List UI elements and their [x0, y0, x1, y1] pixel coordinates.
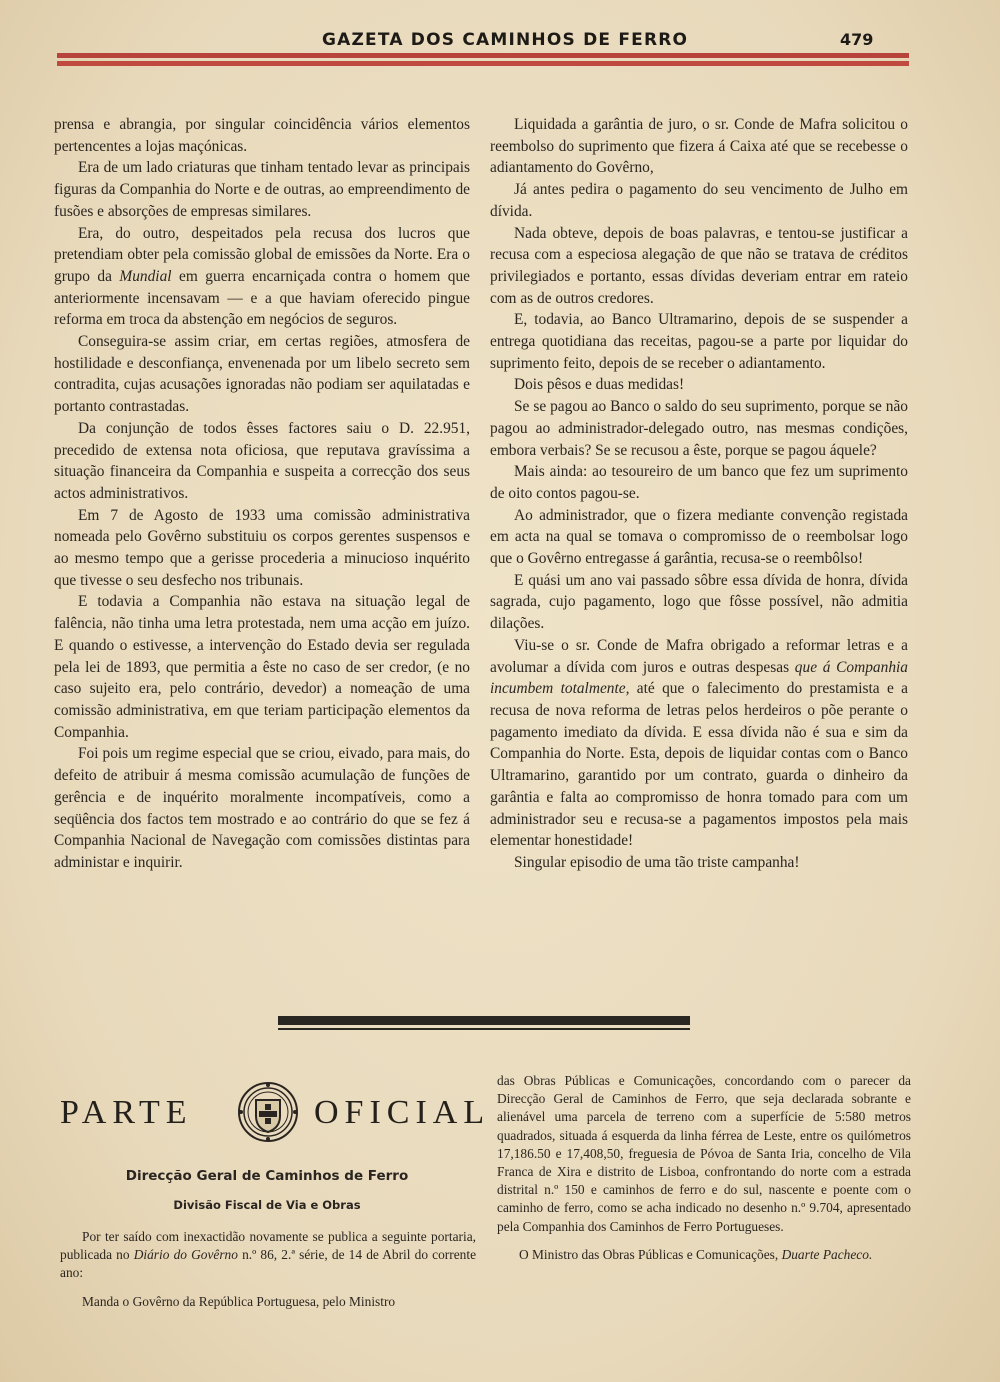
- paragraph: Manda o Govêrno da República Portuguesa, pelo Ministro: [82, 1293, 396, 1309]
- paragraph: Se se pagou ao Banco o saldo do seu suprimento, porque se não pagou ao administrador-delegado outro, nas mesmas condições, embora verbais? Se se recusou a êste, porque se pagou áquele?: [490, 398, 908, 459]
- paragraph: Conseguira-se assim criar, em certas regiões, atmosfera de hostilidade e desconfiança, envenenada por um libelo secreto sem contradita, cujas acusações ignoradas não podiam ser aquilatadas e portanto contrastadas.: [54, 333, 470, 416]
- official-left-column: [60, 1228, 476, 1311]
- paragraph: E todavia a Companhia não estava na situação legal de falência, não tinha uma letra protestada, nem uma acção em juízo. E quando o estivesse, a intervenção do Estado devia ser regulada pela lei de 1893, que permitia a êste no caso de ser credor, (e no caso sujeito era, pelo contrário, devedor) a nomeação de uma comissão administrativa, em que teriam participação elementos da Companhia.: [54, 593, 470, 741]
- paragraph: Liquidada a garântia de juro, o sr. Conde de Mafra solicitou o reembolso do suprimento que fizera á Caixa até que se recebesse o adiantamento do Govêrno,: [490, 116, 908, 177]
- section-divider-thin: [278, 1028, 690, 1030]
- paragraph: Foi pois um regime especial que se criou, eivado, para mais, do defeito de atribuir á mesma comissão acumulação de funções de gerência e de inquérito moralmente incompatíveis, como a seqüência dos factos tem mostrado e ao contrário do que se fez á Companhia Nacional de Navegação com comissões distintas para administar e inquirir.: [54, 745, 470, 871]
- left-article-column: [54, 114, 470, 874]
- paragraph: Era de um lado criaturas que tinham tentado levar as principais figuras da Companhia do Norte e de outras, ao empreendimento de fusões e absorções de empresas similares.: [54, 159, 470, 220]
- paragraph: Mais ainda: ao tesoureiro de um banco que fez um suprimento de oito contos pagou-se.: [490, 463, 908, 502]
- paragraph: Nada obteve, depois de boas palavras, e tentou-se justificar a recusa com a especiosa alegação de que não se tratava de créditos privilegiados e portanto, essas dívidas deveriam entrar em rateio com as de outros credores.: [490, 224, 908, 307]
- paragraph: Viu-se o sr. Conde de Mafra obrigado a reformar letras e a avolumar a dívida com juros e outras despesas que á Companhia incumbem totalmente, até que o falecimento do prestamista e a recusa de nova reforma de letras pelos herdeiros o põe perante o pagamento imediato da dívida. E essa dívida não é sua e sim da Companhia do Norte. Esta, depois de liquidar contas com o Banco Ultramarino, garantido por um contrato, guarda o dinheiro da garântia e falta ao compromisso de honra tomado para com um administrador seu e recusa-se a pagamentos impostos pela mais elementar honestidade!: [490, 636, 908, 850]
- right-article-column: [490, 114, 908, 874]
- section-divider: [278, 1016, 690, 1025]
- subsection-title: Divisão Fiscal de Via e Obras: [173, 1198, 361, 1212]
- heading-word-oficial: OFICIAL: [314, 1094, 491, 1131]
- portuguese-coat-of-arms-icon: [236, 1080, 300, 1144]
- official-right-column: [497, 1072, 911, 1264]
- paragraph: E quási um ano vai passado sôbre essa dívida de honra, dívida sagrada, cujo pagamento, logo que fôsse possível, não admitia dilações.: [490, 571, 908, 633]
- paragraph: das Obras Públicas e Comunicações, concordando com o parecer da Direcção Geral de Caminhos de Ferro, que seja declarada sobrante e alienável uma parcela de terreno com a superfície de 5:580 metros quadrados, situada á esquerda da linha férrea de Leste, entre os quilómetros 17,186.50 e 17,408,50, freguesia de Póvoa de Santa Iria, concelho de Vila Franca de Xira e distrito de Lisboa, confrontando do norte com a estrada distrital n.º 150 e caminhos de ferro e do sul, nascente e poente com o caminho de ferro, como se acha indicado no desenho n.º 9.704, apresentado pela Companhia dos Caminhos de Ferro Portugueses.: [497, 1073, 911, 1234]
- paragraph: Por ter saído com inexactidão novamente se publica a seguinte portaria, publicada no Diário do Govêrno n.º 86, 2.ª série, de 14 de Abril do corrente ano:: [60, 1229, 477, 1281]
- heading-word-parte: PARTE: [60, 1094, 193, 1131]
- header-rule-bottom: [57, 61, 909, 66]
- paragraph: Em 7 de Agosto de 1933 uma comissão administrativa nomeada pelo Govêrno substituiu os corpos gerentes suspensos e ao mesmo tempo que a gerisse procederia a minucioso inquérito que tivesse o seu desfecho nos tribunais.: [54, 506, 470, 589]
- header-rule-top: [57, 53, 909, 58]
- paragraph: Singular episodio de uma tão triste campanha!: [514, 853, 800, 871]
- paragraph: Já antes pedira o pagamento do seu vencimento de Julho em dívida.: [490, 181, 908, 220]
- publication-title: GAZETA DOS CAMINHOS DE FERRO: [322, 30, 689, 50]
- paragraph: Ao administrador, que o fizera mediante convenção registada em acta na qual se tomava o compromisso de o reembolsar logo que o Govêrno entregasse á garântia, recusa-se o reembôlso!: [490, 506, 908, 568]
- paragraph: Da conjunção de todos êsses factores saiu o D. 22.951, precedido de extensa nota oficiosa, que reputava gravíssima a situação financeira da Companhia e suspeita a correcção dos seus actos administrativos.: [54, 419, 470, 502]
- page-number: 479: [840, 30, 874, 49]
- section-title: Direcção Geral de Caminhos de Ferro: [125, 1168, 409, 1184]
- paragraph: Era, do outro, despeitados pela recusa dos lucros que pretendiam obter pela comissão global de emissões da Norte. Era o grupo da Mundial em guerra encarniçada contra o homem que anteriormente incensavam — e a que haviam oferecido pingue reforma em troca da abstenção em negócios de seguros.: [54, 224, 470, 329]
- paragraph: O Ministro das Obras Públicas e Comunicações, Duarte Pacheco.: [519, 1246, 873, 1262]
- paragraph: prensa e abrangia, por singular coincidência vários elementos pertencentes a lojas maçónicas.: [54, 116, 470, 155]
- paragraph: Dois pêsos e duas medidas!: [514, 376, 685, 394]
- paragraph: E, todavia, ao Banco Ultramarino, depois de se suspender a entrega quotidiana das receitas, pagou-se a parte por liquidar do suprimento feito, depois de se receber o adiantamento.: [490, 311, 908, 372]
